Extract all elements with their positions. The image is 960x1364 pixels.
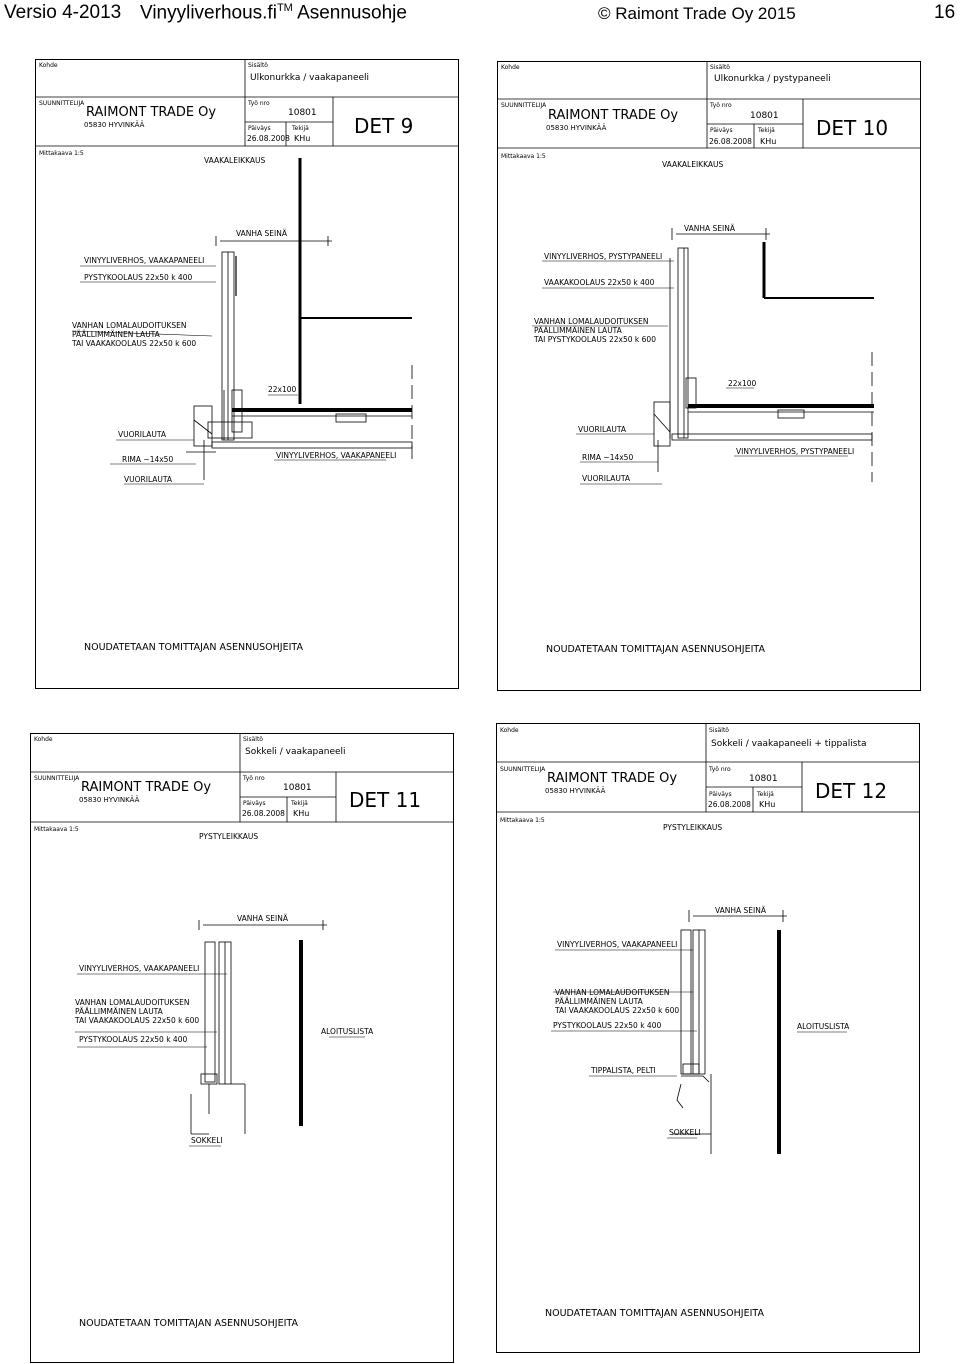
drawing-sheet-det10: [497, 61, 921, 691]
date-label: Päiväys: [248, 125, 271, 132]
scale-label: Mittakaava 1:5: [39, 150, 84, 157]
callout-label: SOKKELI: [191, 1136, 223, 1145]
company-name: RAIMONT TRADE Oy: [547, 771, 678, 786]
drawing-det11: [31, 734, 453, 1362]
detail-number: DET 12: [815, 779, 888, 803]
corner-detail-drawing: [654, 228, 874, 482]
date-value: 26.08.2008: [708, 800, 751, 809]
callout-label: VINYYLIVERHOS, VAAKAPANEELI: [557, 940, 678, 949]
job-number-label: Työ nro: [248, 100, 270, 107]
callout-label: VANHAN LOMALAUDOITUKSEN: [72, 321, 187, 330]
callout-label: VANHA SEINÄ: [684, 224, 735, 233]
designer-label: SUUNNITTELIJA: [501, 102, 547, 109]
author-label: Tekijä: [758, 127, 775, 134]
callout-label: TAI VAAKAKOOLAUS 22x50 k 600: [75, 1016, 200, 1025]
callouts-det11: [74, 914, 374, 1145]
kohde-label: Kohde: [500, 727, 519, 734]
job-number-label: Työ nro: [243, 775, 265, 782]
callouts-det10: [533, 224, 854, 483]
callout-label: RIMA ~14x50: [122, 455, 174, 464]
sisalto-label: Sisältö: [248, 62, 268, 69]
corner-detail-drawing: [186, 158, 412, 480]
scale-label: Mittakaava 1:5: [501, 153, 546, 160]
job-number: 10801: [283, 783, 312, 793]
date-value: 26.08.2008: [709, 137, 752, 146]
kohde-label: Kohde: [501, 64, 520, 71]
company-name: RAIMONT TRADE Oy: [86, 105, 217, 120]
callout-label: VANHAN LOMALAUDOITUKSEN: [555, 988, 670, 997]
callout-label: VUORILAUTA: [582, 474, 631, 483]
callout-label: VINYYLIVERHOS, PYSTYPANEELI: [736, 447, 855, 456]
callout-label: TAI PYSTYKOOLAUS 22x50 k 600: [534, 335, 656, 344]
sisalto-label: Sisältö: [709, 727, 729, 734]
date-label: Päiväys: [710, 127, 733, 134]
sheet-subject: Sokkeli / vaakapaneeli + tippalista: [711, 739, 867, 749]
sisalto-label: Sisältö: [243, 736, 263, 743]
callout-label: VINYYLIVERHOS, VAAKAPANEELI: [84, 256, 205, 265]
callout-label: PYSTYKOOLAUS 22x50 k 400: [553, 1021, 662, 1030]
callout-label: VANHA SEINÄ: [237, 914, 288, 923]
callout-label: VINYYLIVERHOS, PYSTYPANEELI: [544, 252, 663, 261]
callout-label: PÄÄLLIMMÄINEN LAUTA: [75, 1007, 163, 1016]
date-label: Päiväys: [709, 791, 732, 798]
callout-label: VINYYLIVERHOS, VAAKAPANEELI: [276, 451, 397, 460]
designer-label: SUUNNITTELIJA: [500, 766, 546, 773]
callout-label: SOKKELI: [669, 1128, 701, 1137]
company-address: 05830 HYVINKÄÄ: [79, 796, 140, 804]
designer-label: SUUNNITTELIJA: [39, 100, 85, 107]
header-doc-title: Vinyyliverhous.fi™ Asennusohje: [140, 2, 407, 24]
header-version: Versio 4-2013: [4, 2, 122, 23]
sheet-subject: Ulkonurkka / pystypaneeli: [714, 74, 831, 84]
callout-label: VUORILAUTA: [578, 425, 627, 434]
sheet-footer-note: NOUDATETAAN TOMITTAJAN ASENNUSOHJEITA: [79, 1318, 298, 1329]
company-name: RAIMONT TRADE Oy: [548, 108, 679, 123]
drawing-det10: [498, 62, 920, 690]
company-name: RAIMONT TRADE Oy: [81, 780, 212, 795]
plinth-drip-detail-drawing: [673, 910, 787, 1154]
author-value: KHu: [759, 800, 776, 809]
callout-label: PYSTYKOOLAUS 22x50 k 400: [79, 1035, 188, 1044]
sisalto-label: Sisältö: [710, 64, 730, 71]
callout-label: VANHA SEINÄ: [236, 229, 287, 238]
date-label: Päiväys: [243, 800, 266, 807]
kohde-label: Kohde: [34, 736, 53, 743]
company-address: 05830 HYVINKÄÄ: [84, 121, 145, 129]
detail-number: DET 11: [349, 788, 422, 812]
company-address: 05830 HYVINKÄÄ: [546, 124, 607, 132]
callout-label: VANHAN LOMALAUDOITUKSEN: [534, 317, 649, 326]
page-number: 16: [934, 2, 956, 23]
sheet-footer-note: NOUDATETAAN TOMITTAJAN ASENNUSOHJEITA: [546, 644, 765, 655]
drawing-det12: [497, 724, 919, 1352]
sheet-subject: Ulkonurkka / vaakapaneeli: [250, 73, 370, 83]
scale-label: Mittakaava 1:5: [500, 817, 545, 824]
detail-number: DET 9: [354, 114, 414, 138]
designer-label: SUUNNITTELIJA: [34, 775, 80, 782]
callout-label: VUORILAUTA: [124, 475, 173, 484]
job-number: 10801: [749, 774, 778, 784]
callout-label: RIMA ~14x50: [582, 453, 634, 462]
date-value: 26.08.2008: [242, 809, 285, 818]
callout-label: PÄÄLLIMMÄINEN LAUTA: [534, 326, 622, 335]
job-number: 10801: [750, 111, 779, 121]
callouts-det12: [553, 906, 850, 1137]
author-value: KHu: [293, 809, 310, 818]
author-label: Tekijä: [757, 791, 774, 798]
drawing-sheet-det11: [30, 733, 454, 1363]
author-label: Tekijä: [292, 125, 309, 132]
section-title: PYSTYLEIKKAUS: [663, 823, 723, 832]
job-number-label: Työ nro: [710, 102, 732, 109]
callout-label: ALOITUSLISTA: [797, 1022, 850, 1031]
sheet-footer-note: NOUDATETAAN TOMITTAJAN ASENNUSOHJEITA: [545, 1308, 764, 1319]
callout-label: TIPPALISTA, PELTI: [591, 1066, 656, 1075]
plinth-detail-drawing: [191, 920, 327, 1134]
callout-label: 22x100: [728, 379, 757, 388]
drawing-sheet-det12: [496, 723, 920, 1353]
callout-label: PÄÄLLIMMÄINEN LAUTA: [555, 997, 643, 1006]
callout-label: VANHA SEINÄ: [715, 906, 766, 915]
drawing-sheet-det9: [35, 59, 459, 689]
job-number: 10801: [288, 108, 317, 118]
author-value: KHu: [760, 137, 777, 146]
sheet-subject: Sokkeli / vaakapaneeli: [245, 747, 346, 757]
company-address: 05830 HYVINKÄÄ: [545, 787, 606, 795]
author-value: KHu: [294, 134, 311, 143]
callout-label: 22x100: [268, 385, 297, 394]
callout-label: PYSTYKOOLAUS 22x50 k 400: [84, 273, 193, 282]
callout-label: VAAKAKOOLAUS 22x50 k 400: [544, 278, 655, 287]
section-title: VAAKALEIKKAUS: [662, 160, 724, 169]
callout-label: TAI VAAKAKOOLAUS 22x50 k 600: [72, 339, 197, 348]
callout-label: VUORILAUTA: [118, 430, 167, 439]
kohde-label: Kohde: [39, 62, 58, 69]
date-value: 26.08.2008: [247, 134, 290, 143]
callout-label: VINYYLIVERHOS, VAAKAPANEELI: [79, 964, 200, 973]
drawing-det9: [36, 60, 458, 688]
callout-label: VANHAN LOMALAUDOITUKSEN: [75, 998, 190, 1007]
callout-label: ALOITUSLISTA: [321, 1027, 374, 1036]
header-copyright: © Raimont Trade Oy 2015: [598, 4, 796, 23]
author-label: Tekijä: [291, 800, 308, 807]
sheet-footer-note: NOUDATETAAN TOMITTAJAN ASENNUSOHJEITA: [84, 642, 303, 653]
section-title: VAAKALEIKKAUS: [204, 156, 266, 165]
job-number-label: Työ nro: [709, 766, 731, 773]
section-title: PYSTYLEIKKAUS: [199, 832, 259, 841]
detail-number: DET 10: [816, 116, 889, 140]
scale-label: Mittakaava 1:5: [34, 826, 79, 833]
callout-label: TAI VAAKAKOOLAUS 22x50 k 600: [555, 1006, 680, 1015]
callout-label: PÄÄLLIMMÄINEN LAUTA: [72, 330, 160, 339]
